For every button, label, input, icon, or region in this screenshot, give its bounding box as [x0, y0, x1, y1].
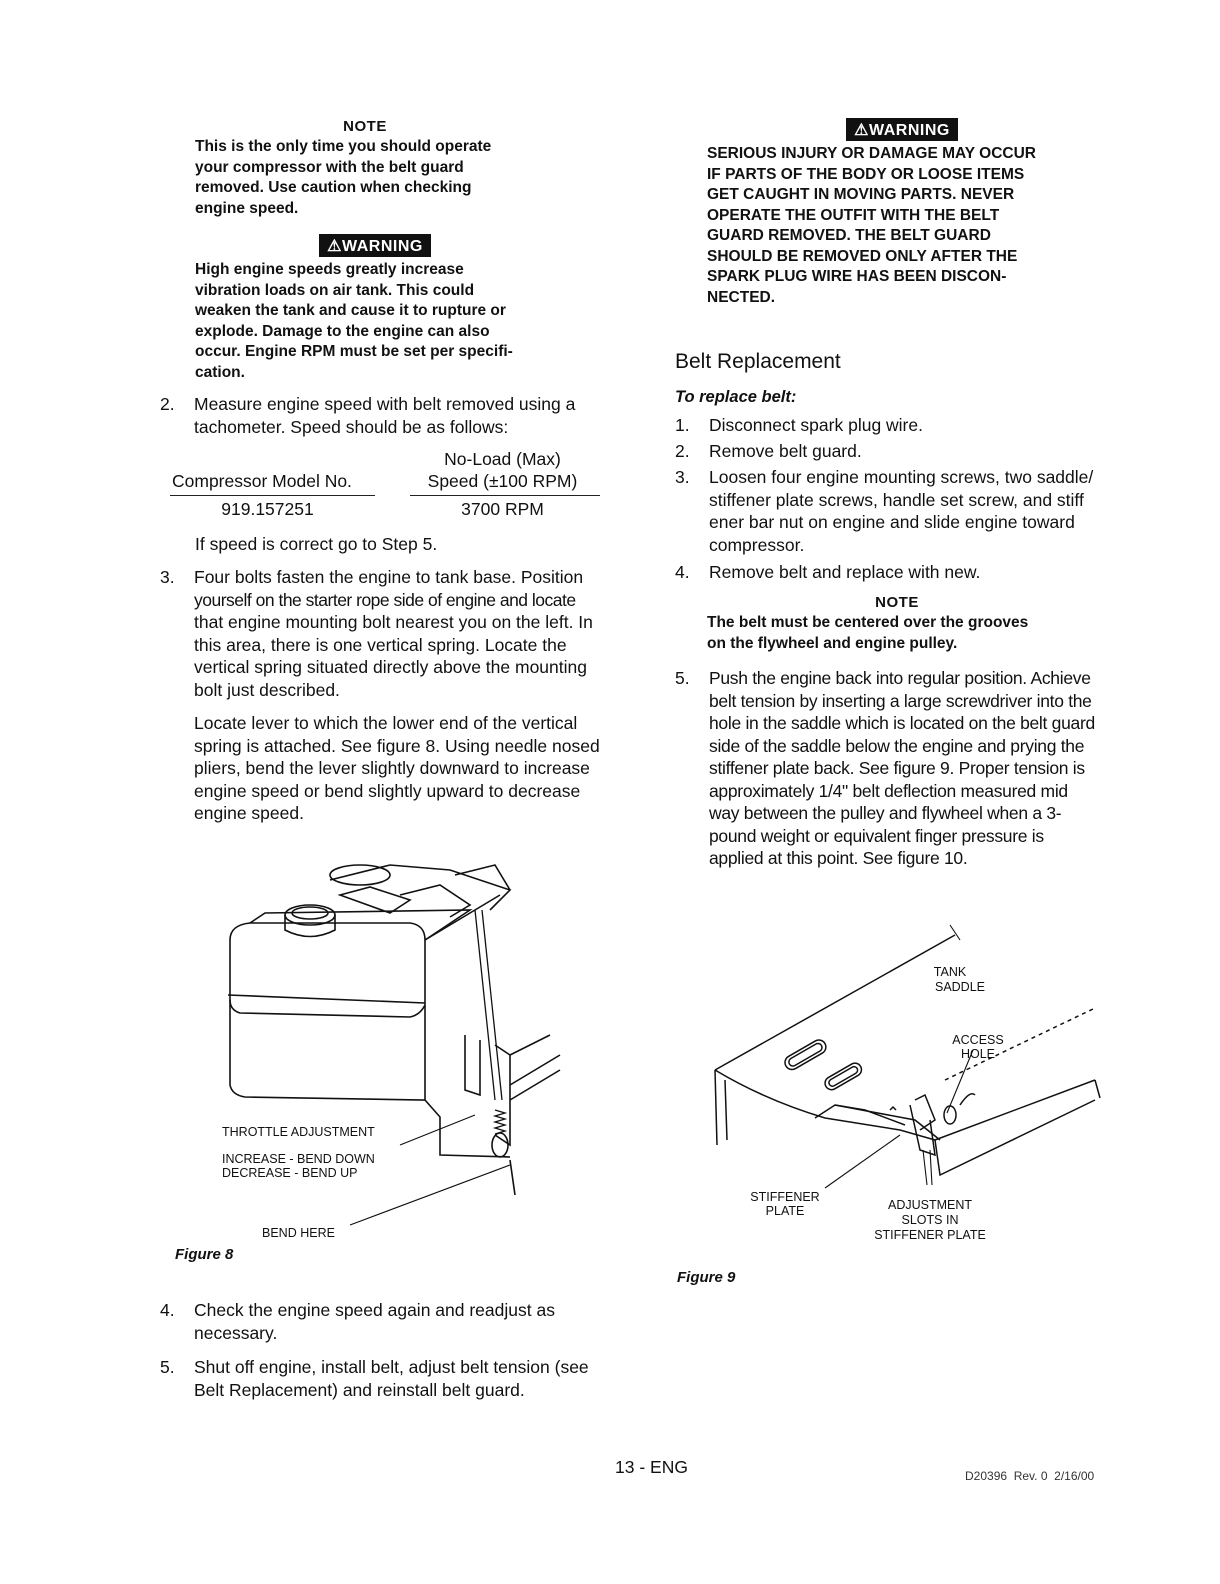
speed-value: 3700 RPM: [461, 499, 544, 519]
warning-line: GUARD REMOVED. THE BELT GUARD: [707, 227, 991, 244]
warning-line: SHOULD BE REMOVED ONLY AFTER THE: [707, 247, 1018, 265]
step-number: 4.: [675, 562, 690, 582]
step-number: 2.: [675, 441, 690, 461]
label-increase: INCREASE - BEND DOWN: [222, 1152, 375, 1166]
step-number: 3.: [675, 467, 690, 487]
note-line: The belt must be centered over the grooves: [707, 614, 1029, 631]
label-saddle: SADDLE: [934, 980, 986, 994]
right-step-2: [675, 440, 1135, 464]
step-text: [194, 1299, 555, 1344]
step-line: vertical spring situated directly above the mounting: [194, 657, 587, 677]
warning-line: OPERATE THE OUTFIT WITH THE BELT: [707, 206, 1000, 224]
right-step-1: [675, 414, 1135, 438]
step-line: Loosen four engine mounting screws, two saddle/: [709, 467, 1094, 487]
step-line: Locate lever to which the lower end of the vertical: [194, 713, 578, 733]
step-line: Disconnect spark plug wire.: [709, 415, 923, 435]
note-heading: NOTE: [343, 118, 387, 135]
page-number: 13 - ENG: [615, 1457, 688, 1477]
step-number: 5.: [160, 1357, 175, 1377]
table-divider-1: [170, 495, 375, 496]
note-line: This is the only time you should operate: [195, 138, 492, 155]
note-heading: NOTE: [875, 594, 919, 611]
label-adjustment: ADJUSTMENT: [887, 1198, 973, 1212]
warning-line: High engine speeds greatly increase: [195, 261, 464, 278]
label-tank: TANK: [933, 965, 967, 979]
step-line: applied at this point. See figure 10.: [709, 848, 968, 868]
note-line: on the flywheel and engine pulley.: [707, 634, 958, 652]
step-line: Shut off engine, install belt, adjust belt tension (see: [194, 1357, 589, 1377]
warning-line: weaken the tank and cause it to rupture or: [195, 302, 506, 319]
warning-line: SPARK PLUG WIRE HAS BEEN DISCON-: [707, 268, 1007, 285]
label-decrease: DECREASE - BEND UP: [222, 1166, 358, 1180]
step-line: Four bolts fasten the engine to tank base. Position: [194, 567, 584, 587]
step-line: Remove belt guard.: [709, 441, 862, 461]
warning-line: cation.: [195, 363, 245, 381]
step-number: 5.: [675, 668, 690, 688]
label-hole: HOLE: [960, 1047, 996, 1061]
model-number: 919.157251: [221, 499, 314, 519]
step-number: 3.: [160, 567, 175, 587]
warning-badge: ⚠WARNING: [319, 234, 431, 257]
step-text: [194, 1356, 589, 1401]
step-line: side of the saddle below the engine and prying the: [709, 735, 1085, 756]
warning-line: NECTED.: [707, 288, 776, 306]
step-number: 4.: [160, 1300, 175, 1320]
document-id: D20396 Rev. 0 2/16/00: [965, 1469, 1095, 1483]
step-line: pliers, bend the lever slightly downward to increase: [194, 758, 590, 778]
step-line: approximately 1/4" belt deflection measured mid: [709, 780, 1068, 801]
figure-9-illustration: [705, 920, 1115, 1190]
warning-line: IF PARTS OF THE BODY OR LOOSE ITEMS: [707, 165, 1025, 183]
figure-9-caption: Figure 9: [677, 1269, 736, 1286]
label-stiffener-plate: STIFFENER PLATE: [874, 1228, 986, 1242]
warning-triangle-icon: ⚠: [854, 122, 869, 139]
warning-line: explode. Damage to the engine can also: [195, 322, 490, 340]
step-5-left: [160, 1356, 630, 1402]
step-line: ener bar nut on engine and slide engine toward: [709, 512, 1075, 532]
right-step-4: [675, 561, 1135, 585]
step-text: [709, 667, 1095, 870]
label-bend-here: BEND HERE: [262, 1226, 335, 1240]
step-line: necessary.: [194, 1322, 278, 1343]
note-line: engine speed.: [195, 199, 299, 217]
label-plate: PLATE: [765, 1204, 805, 1218]
step-line: yourself on the starter rope side of engine and locate: [194, 589, 576, 610]
warning-badge: ⚠WARNING: [846, 118, 958, 141]
step-text: [709, 466, 1093, 556]
col2-header-line1: No-Load (Max): [444, 449, 561, 469]
step-line: stiffener plate back. See figure 9. Proper tension is: [709, 758, 1085, 778]
step-line: bolt just described.: [194, 679, 340, 700]
note-block-2: [707, 594, 1107, 654]
warning-block-1: [195, 234, 595, 383]
note-text: [195, 137, 575, 219]
note-line: your compressor with the belt guard: [195, 158, 464, 176]
step-line: Remove belt and replace with new.: [709, 562, 981, 582]
step-line: hole in the saddle which is located on the belt guard: [709, 713, 1095, 733]
warning-line: occur. Engine RPM must be set per specifi-: [195, 343, 513, 360]
step-3: [160, 566, 630, 826]
table-divider-2: [410, 495, 600, 496]
warning-block-2: [707, 118, 1107, 308]
col2-header-line2: Speed (±100 RPM): [427, 471, 578, 491]
step-line: way between the pulley and flywheel when a 3-: [709, 803, 1062, 823]
step-line: engine speed.: [194, 803, 304, 823]
step-line: belt tension by inserting a large screwdriver into the: [709, 690, 1092, 711]
step-number: 1.: [675, 415, 690, 435]
step-line: Measure engine speed with belt removed using a: [194, 394, 576, 414]
figure-8-caption: Figure 8: [175, 1246, 234, 1263]
step-text: [709, 561, 980, 584]
section-heading: Belt Replacement: [675, 350, 841, 373]
step-line: stiffener plate screws, handle set screw, and stiff: [709, 489, 1084, 510]
label-stiffener: STIFFENER: [750, 1190, 820, 1204]
warning-text: [195, 260, 595, 383]
warning-line: vibration loads on air tank. This could: [195, 281, 475, 299]
step-line: compressor.: [709, 534, 805, 555]
label-access: ACCESS: [952, 1033, 1004, 1047]
label-slots-in: SLOTS IN: [901, 1213, 959, 1227]
step-text: [194, 393, 575, 438]
step-text: [709, 440, 862, 463]
if-correct-text: If speed is correct go to Step 5.: [195, 534, 438, 554]
step-number: 2.: [160, 394, 175, 414]
step-text: [194, 566, 600, 825]
figure-8-illustration: [210, 855, 580, 1255]
section-subheading: To replace belt:: [675, 388, 797, 406]
step-line: pound weight or equivalent finger pressure is: [709, 825, 1044, 846]
step-line: engine speed or bend slightly upward to decrease: [194, 780, 581, 801]
note-line: removed. Use caution when checking: [195, 179, 472, 196]
step-4: [160, 1299, 630, 1345]
step-line: Check the engine speed again and readjust as: [194, 1300, 555, 1320]
warning-line: SERIOUS INJURY OR DAMAGE MAY OCCUR: [707, 145, 1036, 162]
step-text: [709, 414, 923, 437]
warning-triangle-icon: ⚠: [327, 238, 342, 255]
step-2: [160, 393, 630, 439]
warning-text: [707, 144, 1107, 308]
step-line: Belt Replacement) and reinstall belt guard.: [194, 1379, 525, 1400]
note-block-1: [195, 118, 575, 219]
right-step-5: [675, 667, 1145, 873]
speed-table: [170, 448, 610, 520]
step-line: spring is attached. See figure 8. Using needle nosed: [194, 735, 600, 756]
warning-line: GET CAUGHT IN MOVING PARTS. NEVER: [707, 186, 1015, 203]
col1-header: Compressor Model No.: [172, 471, 352, 491]
step-line: Push the engine back into regular position. Achieve: [709, 668, 1091, 688]
right-step-3: [675, 466, 1135, 558]
step-line: that engine mounting bolt nearest you on the left. In: [194, 612, 593, 632]
step-line: this area, there is one vertical spring. Locate the: [194, 634, 567, 655]
label-throttle-adjustment: THROTTLE ADJUSTMENT: [222, 1125, 375, 1139]
note-text: [707, 613, 1107, 654]
step-line: tachometer. Speed should be as follows:: [194, 416, 509, 437]
